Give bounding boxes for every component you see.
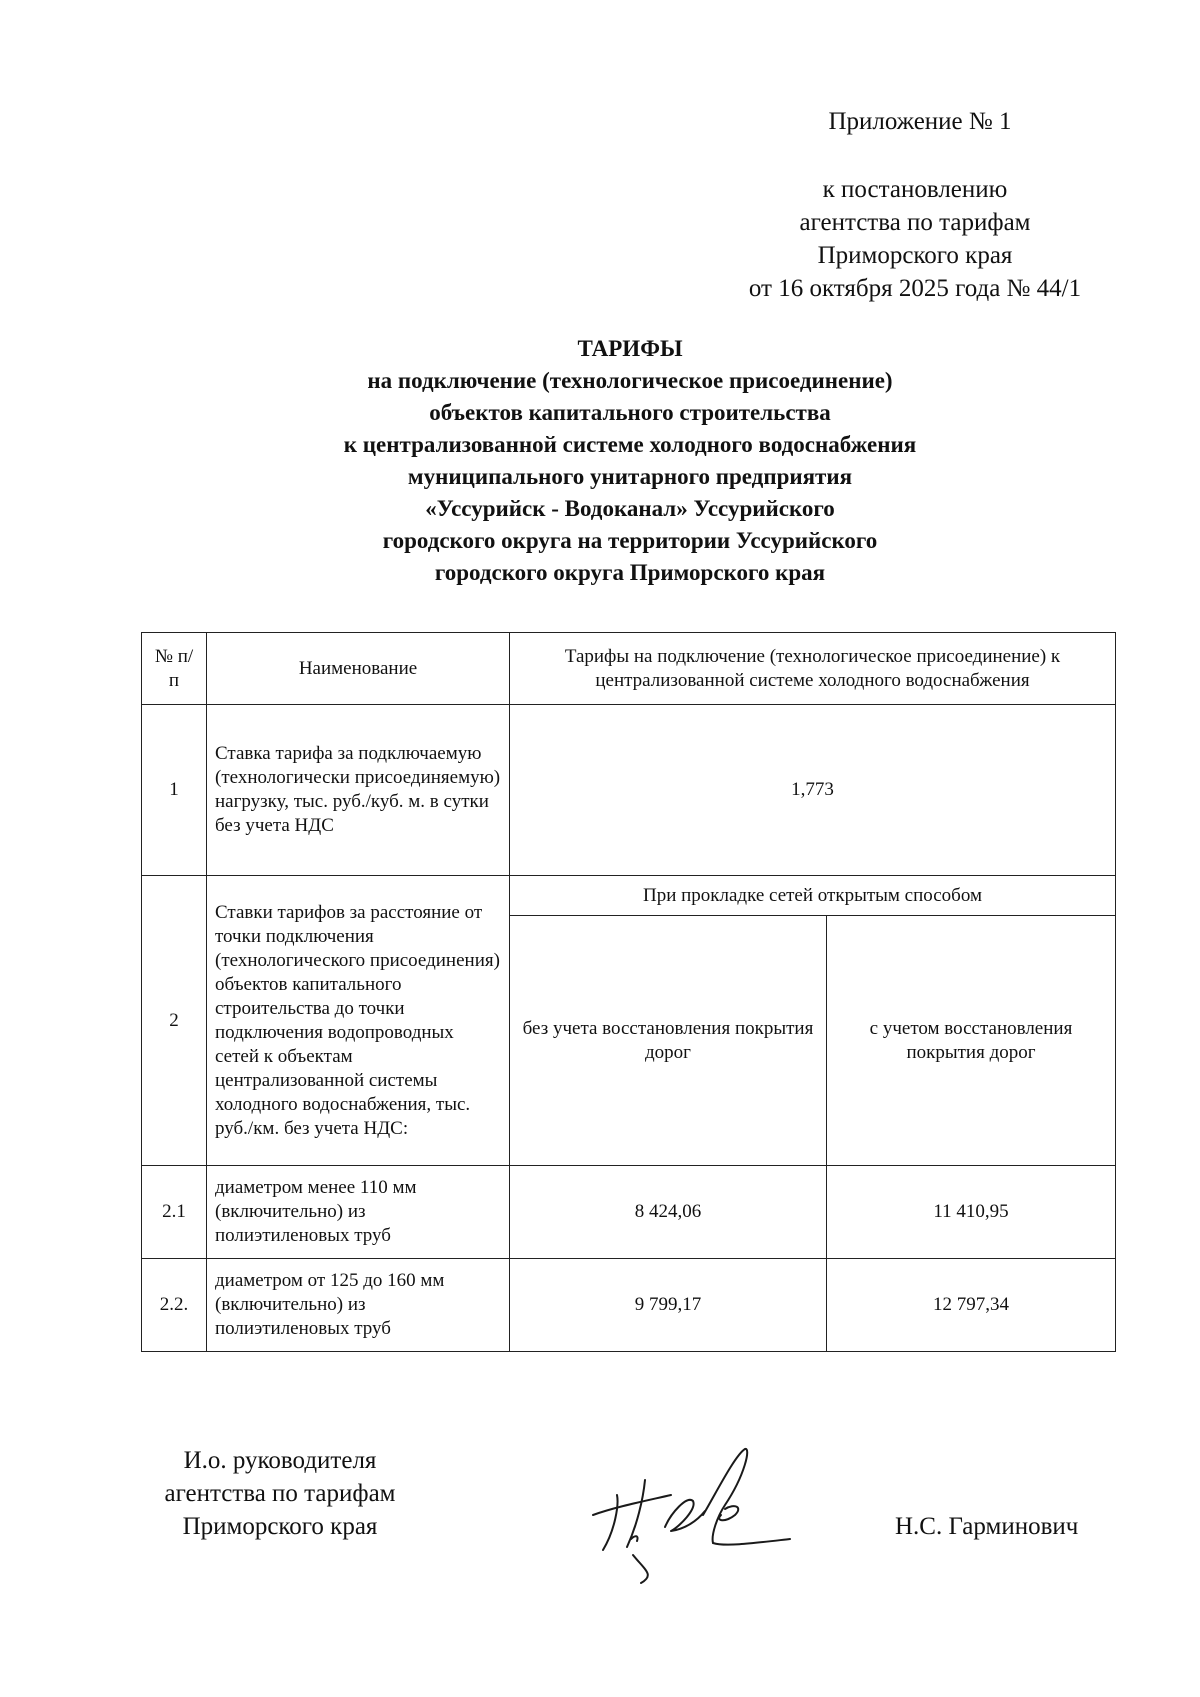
table-row — [142, 1259, 1116, 1352]
heading-line: городского округа Приморского края — [434, 560, 826, 585]
table-row — [142, 876, 1116, 916]
appendix-reference — [700, 173, 1130, 305]
row-name: Ставка тарифа за подключаемую (технологически присоединяемую) нагрузку, тыс. руб./куб. м. в сутки без учета НДС — [207, 705, 510, 876]
heading-line: муниципального унитарного предприятия — [407, 464, 853, 489]
appendix-title: Приложение № 1 — [828, 108, 1012, 135]
heading-line: «Уссурийск - Водоканал» Уссурийского — [425, 496, 835, 521]
row-value-with-restoration: 11 410,95 — [827, 1166, 1116, 1259]
appendix-line: Приморского края — [817, 242, 1013, 269]
method-label: При прокладке сетей открытым способом — [510, 876, 1116, 916]
signatory-position — [130, 1444, 430, 1543]
handwritten-signature — [575, 1435, 795, 1585]
header-num: № п/п — [142, 633, 207, 705]
col-with-restoration: с учетом восстановления покрытия дорог — [827, 916, 1116, 1166]
row-value-with-restoration: 12 797,34 — [827, 1259, 1116, 1352]
document-heading — [180, 333, 1080, 589]
table-row — [142, 705, 1116, 876]
col-without-restoration: без учета восстановления покрытия дорог — [510, 916, 827, 1166]
row-value-without-restoration: 8 424,06 — [510, 1166, 827, 1259]
appendix-line: от 16 октября 2025 года № 44/1 — [748, 275, 1082, 302]
row-value-without-restoration: 9 799,17 — [510, 1259, 827, 1352]
row-name: диаметром от 125 до 160 мм (включительно) из полиэтиленовых труб — [207, 1259, 510, 1352]
row-name: диаметром менее 110 мм (включительно) из полиэтиленовых труб — [207, 1166, 510, 1259]
heading-title: ТАРИФЫ — [577, 336, 683, 361]
appendix-line: агентства по тарифам — [799, 209, 1031, 236]
heading-line: на подключение (технологическое присоединение) — [367, 368, 893, 393]
header-name: Наименование — [207, 633, 510, 705]
heading-line: городского округа на территории Уссурийского — [382, 528, 878, 553]
row-num: 2.1 — [142, 1166, 207, 1259]
heading-line: к централизованной системе холодного водоснабжения — [343, 432, 917, 457]
row-name: Ставки тарифов за расстояние от точки подключения (технологического присоединения) объектов капитального строительства до точки подключения водопроводных сетей к объектам централизованной системы холодного водоснабжения, тыс. руб./км. без учета НДС: — [207, 876, 510, 1166]
row-num: 2.2. — [142, 1259, 207, 1352]
position-line: агентства по тарифам — [164, 1480, 396, 1507]
position-line: Приморского края — [182, 1513, 378, 1540]
tariffs-table — [141, 632, 1116, 1352]
row-value: 1,773 — [510, 705, 1116, 876]
row-num: 1 — [142, 705, 207, 876]
table-row — [142, 1166, 1116, 1259]
appendix-line: к постановлению — [822, 176, 1008, 203]
table-header-row — [142, 633, 1116, 705]
header-tariffs: Тарифы на подключение (технологическое присоединение) к централизованной системе холодного водоснабжения — [510, 633, 1116, 705]
heading-line: объектов капитального строительства — [429, 400, 831, 425]
position-line: И.о. руководителя — [183, 1447, 377, 1474]
row-num: 2 — [142, 876, 207, 1166]
signer-name: Н.С. Гарминович — [895, 1513, 1079, 1540]
